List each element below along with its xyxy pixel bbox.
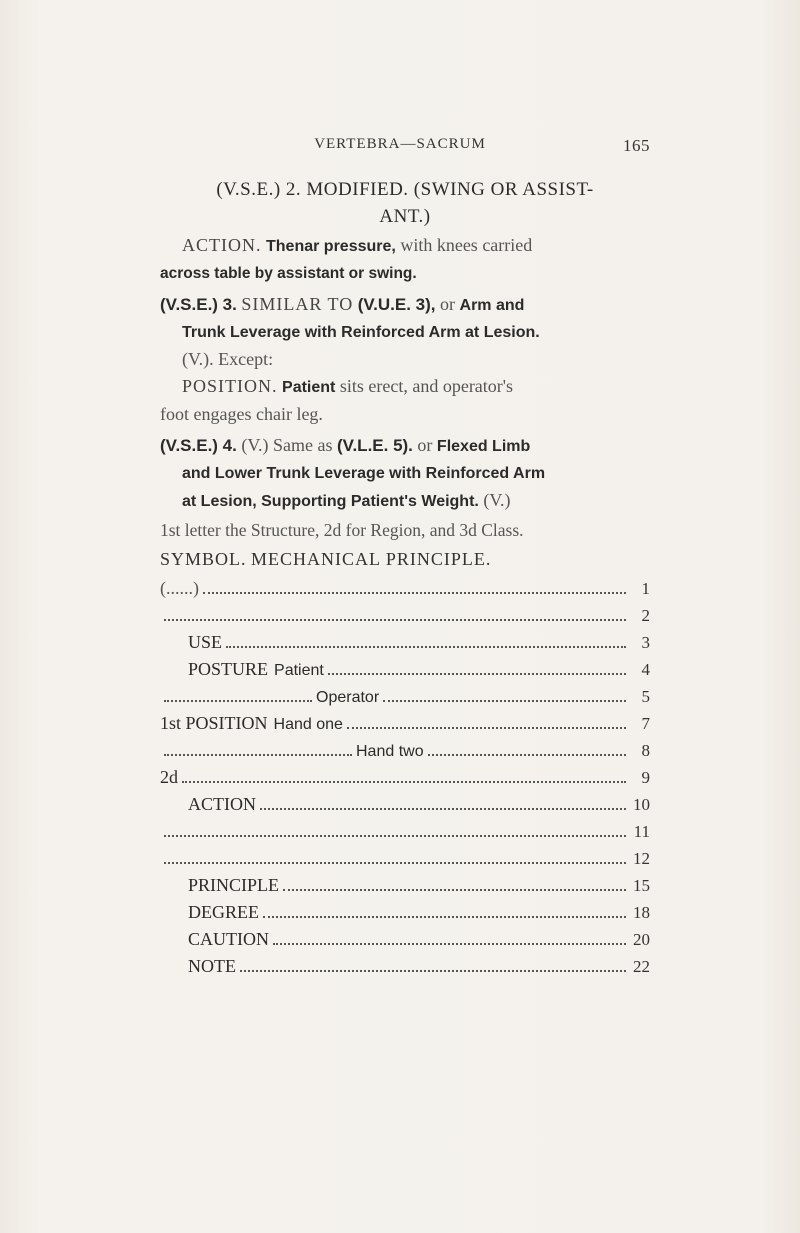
paragraph-vse-4 [160,432,650,460]
row-number: 22 [633,957,650,976]
row-number: 20 [633,930,650,949]
row-label: (......) [160,578,199,598]
vse4-line-3 [160,487,650,515]
row-number: 15 [633,876,650,895]
row-number: 2 [641,606,650,625]
symbol-table-row [160,764,650,791]
vse3-line-2: Trunk Leverage with Reinforced Arm at Lesion. [182,324,540,341]
page-number: 165 [623,136,650,155]
position-patient: Patient [282,379,336,396]
vse3-or: or [440,294,456,314]
action-label: ACTION. [182,235,262,255]
row-label: ACTION [188,794,256,814]
row-number: 9 [641,768,650,787]
symbol-table-row [160,791,650,818]
vse3-line-3: (V.). Except: [182,349,274,369]
row-label: CAUTION [188,929,269,949]
vse4-flexed: Flexed Limb [436,438,531,455]
row-number: 8 [641,741,650,760]
row-leader-dots [240,969,626,972]
vse3-similar: SIMILAR TO [241,294,354,314]
symbol-label: SYMBOL. [160,549,247,569]
symbol-table-row [160,926,650,953]
paragraph-position [160,373,650,401]
row-leader-dots [347,726,626,729]
row-leader-dots [263,915,626,918]
vse3-prefix: (V.S.E.) 3. [160,295,237,314]
vse3-arm: Arm and [459,297,525,314]
row-number: 12 [633,849,650,868]
row-leader-dots [328,672,626,675]
vse4-same: Same as [273,435,333,455]
row-number: 7 [641,714,650,733]
row-leader-dots [383,699,626,702]
row-leader-dots [164,861,626,864]
row-leader-dots [273,942,626,945]
position-rest: sits erect, and operator's [339,376,514,396]
symbol-table-row [160,575,650,602]
row-label: 2d [160,767,178,787]
paragraph-modified-heading [160,176,650,230]
row-label: POSTURE [188,659,269,679]
row-leader-dots [203,591,626,594]
row-label: PRINCIPLE [188,875,280,895]
symbol-table [160,575,650,980]
symbol-table-row [160,710,650,737]
row-leader-dots [164,699,312,702]
row-leader-dots [428,753,626,756]
row-sub-label: Operator [316,689,380,706]
modified-heading-line-1: (V.S.E.) 2. MODIFIED. (SWING OR ASSIST- [216,179,594,200]
symbol-table-row [160,899,650,926]
row-number: 3 [641,633,650,652]
header-title: VERTEBRA—SACRUM [314,136,486,152]
paragraph-symbol-heading [160,546,650,573]
row-sub-label: Patient [274,662,324,679]
action-text-rest: with knees carried [400,235,533,255]
row-number: 10 [633,795,650,814]
symbol-table-row [160,737,650,764]
symbol-table-row [160,629,650,656]
modified-heading-line-2: ANT.) [379,206,431,227]
row-leader-dots [164,753,352,756]
symbol-table-row [160,683,650,710]
symbol-table-row [160,953,650,980]
symbol-table-row [160,845,650,872]
symbol-table-row [160,818,650,845]
row-label: USE [188,632,223,652]
vse4-or: or [417,435,433,455]
vse4-line-2: and Lower Trunk Leverage with Reinforced Arm [182,465,546,482]
row-leader-dots [164,618,626,621]
action-text-bold: Thenar pressure, [266,238,396,255]
symbol-table-row [160,872,650,899]
action-line-2: across table by assistant or swing. [160,265,417,282]
row-leader-dots [283,888,626,891]
page-body [160,176,650,980]
row-leader-dots [260,807,626,810]
vse4-line-3-end: (V.) [483,490,511,510]
row-number: 5 [641,687,650,706]
symbol-table-row [160,602,650,629]
symbol-table-row [160,656,650,683]
running-header [150,136,650,153]
vse4-line-3-text: at Lesion, Supporting Patient's Weight. [182,493,479,510]
row-leader-dots [182,780,626,783]
row-label: DEGREE [188,902,259,922]
vse3-vue: (V.U.E. 3), [357,295,436,314]
paragraph-action [160,232,650,260]
row-number: 11 [633,822,650,841]
vse4-prefix: (V.S.E.) 4. [160,436,237,455]
row-number: 1 [641,579,650,598]
row-leader-dots [164,834,626,837]
row-sub-label: Hand two [356,743,424,760]
row-label: NOTE [188,956,236,976]
row-label: 1st POSITION [160,713,268,733]
mechanical-principle-label: MECHANICAL PRINCIPLE. [251,549,492,569]
vse4-vle: (V.L.E. 5). [337,436,413,455]
position-line-2: foot engages chair leg. [160,404,323,424]
row-number: 18 [633,903,650,922]
row-leader-dots [226,645,626,648]
vse4-v: (V.) [241,435,269,455]
row-sub-label: Hand one [273,716,343,733]
position-label: POSITION. [182,376,278,396]
paragraph-vse-3 [160,291,650,319]
paragraph-letter-key: 1st letter the Structure, 2d for Region, and 3d Class. [160,520,524,540]
row-number: 4 [641,660,650,679]
